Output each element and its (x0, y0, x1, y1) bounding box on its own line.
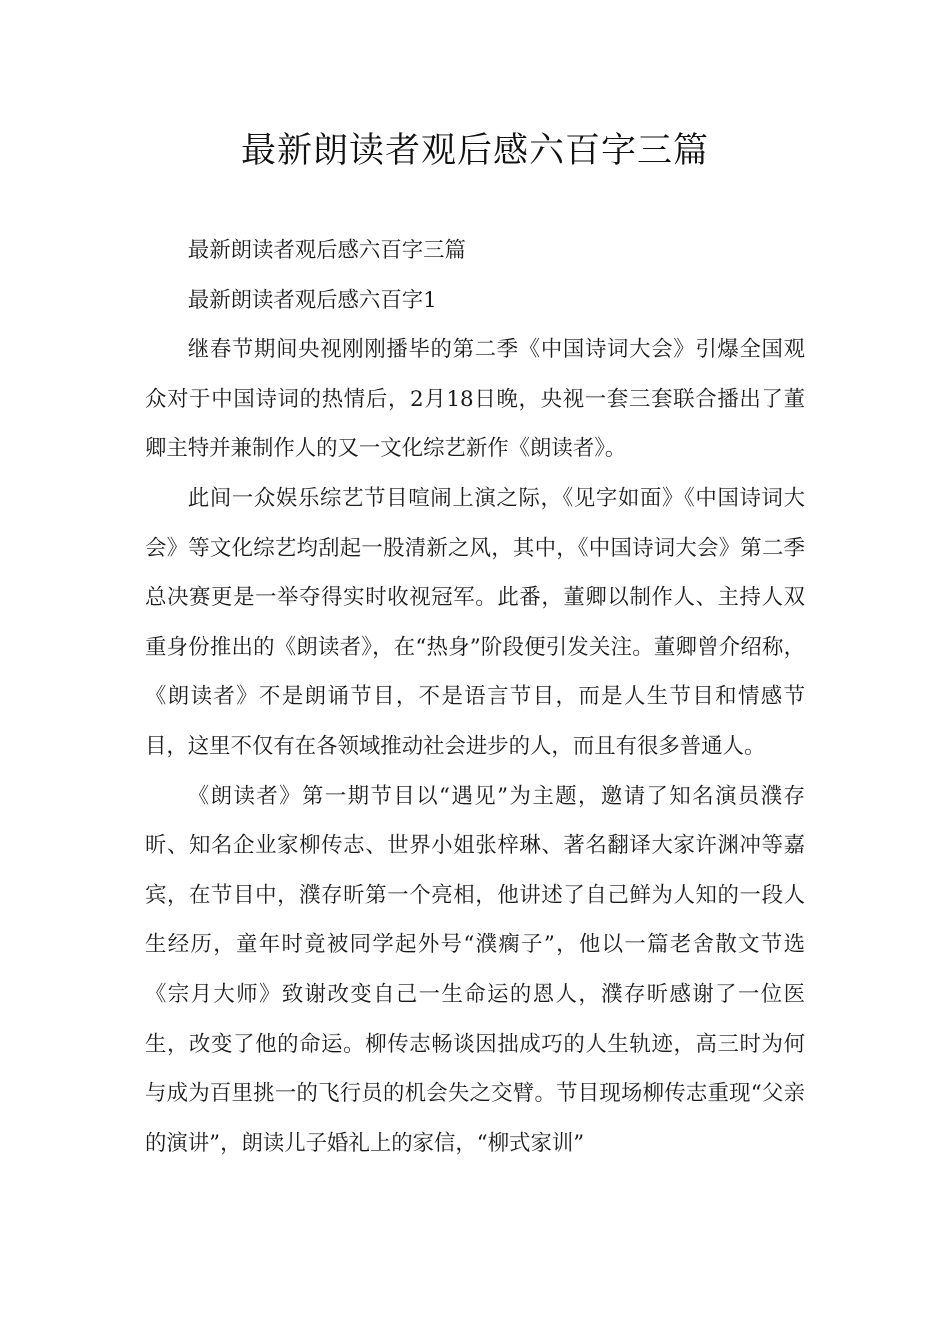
paragraph: 此间一众娱乐综艺节目喧闹上演之际，《见字如面》《中国诗词大会》等文化综艺均刮起一股清新之风，其中，《中国诗词大会》第二季总决赛更是一举夺得实时收视冠军。此番，董卿以制作人、主持人双重身份推出的《朗读者》，在“热身”阶段便引发关注。董卿曾介绍称，《朗读者》不是朗诵节目，不是语言节目，而是人生节目和情感节目，这里不仅有在各领域推动社会进步的人，而且有很多普通人。 (145, 485, 805, 759)
paragraph: 《朗读者》第一期节目以“遇见”为主题，邀请了知名演员濮存昕、知名企业家柳传志、世界小姐张梓琳、著名翻译大家许渊冲等嘉宾，在节目中，濮存昕第一个亮相，他讲述了自己鲜为人知的一段人生经历，童年时竟被同学起外号“濮瘸子”，他以一篇老舍散文节选《宗月大师》致谢改变自己一生命运的恩人，濮存昕感谢了一位医生，改变了他的命运。柳传志畅谈因拙成巧的人生轨迹，高三时为何与成为百里挑一的飞行员的机会失之交臂。节目现场柳传志重现“父亲的演讲”，朗读儿子婚礼上的家信，“柳式家训” (145, 783, 805, 1156)
document-body (145, 226, 805, 1168)
document-title: 最新朗读者观后感六百字三篇 (240, 131, 709, 171)
paragraph-subtitle: 最新朗读者观后感六百字三篇 (187, 238, 466, 263)
paragraph: 继春节期间央视刚刚播毕的第二季《中国诗词大会》引爆全国观众对于中国诗词的热情后，2月18日晚，央视一套三套联合播出了董卿主特并兼制作人的又一文化综艺新作《朗读者》。 (145, 337, 805, 462)
paragraph-section-heading: 最新朗读者观后感六百字1 (187, 287, 437, 313)
